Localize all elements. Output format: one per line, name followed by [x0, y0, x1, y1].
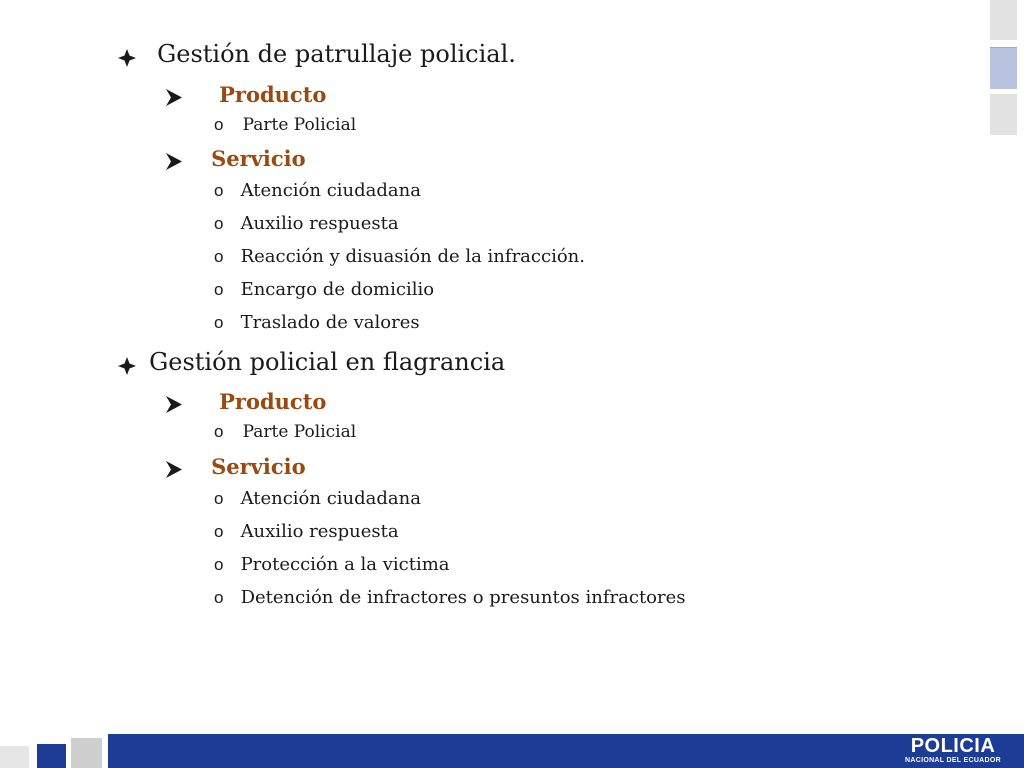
- circle-bullet: o: [214, 115, 224, 134]
- circle-bullet: o: [214, 489, 224, 508]
- arrow-bullet-icon: [166, 153, 182, 170]
- list-item-text: Traslado de valores: [240, 312, 420, 333]
- list-item: [214, 556, 450, 574]
- list-item: [214, 314, 420, 332]
- arrow-bullet-icon: [166, 461, 182, 478]
- list-item: [214, 281, 434, 299]
- decor-square-bottom: [990, 94, 1017, 135]
- footer-square-light: [0, 746, 29, 768]
- decor-square-top: [990, 0, 1017, 40]
- group-heading: [166, 148, 306, 170]
- footer-bar: [108, 734, 1024, 768]
- policia-logo: [900, 735, 1006, 765]
- arrow-bullet-icon: [166, 89, 182, 106]
- group-label: Servicio: [211, 146, 306, 171]
- group-heading: [166, 391, 326, 413]
- logo-main-text: POLICIA: [910, 735, 996, 757]
- list-item: [214, 490, 421, 508]
- group-heading: [166, 84, 326, 106]
- circle-bullet: o: [214, 555, 224, 574]
- footer-square-blue: [37, 744, 66, 768]
- list-item-text: Parte Policial: [242, 422, 357, 442]
- list-item: [214, 182, 421, 200]
- group-label: Producto: [219, 389, 327, 414]
- list-item: [214, 423, 356, 441]
- group-label: Producto: [219, 82, 327, 107]
- list-item-text: Parte Policial: [242, 115, 357, 135]
- arrow-bullet-icon: [166, 396, 182, 413]
- list-item-text: Auxilio respuesta: [240, 213, 399, 234]
- section-title: Gestión policial en flagrancia: [149, 348, 506, 376]
- section-title: Gestión de patrullaje policial.: [157, 40, 516, 68]
- circle-bullet: o: [214, 422, 224, 441]
- list-item: [214, 215, 399, 233]
- list-item-text: Atención ciudadana: [240, 488, 421, 509]
- circle-bullet: o: [214, 280, 224, 299]
- circle-bullet: o: [214, 588, 224, 607]
- group-heading: [166, 456, 306, 478]
- circle-bullet: o: [214, 522, 224, 541]
- list-item-text: Encargo de domicilio: [240, 279, 435, 300]
- circle-bullet: o: [214, 313, 224, 332]
- logo-sub-text: NACIONAL DEL ECUADOR: [905, 757, 1001, 764]
- diamond-bullet-icon: [118, 357, 136, 375]
- group-label: Servicio: [211, 454, 306, 479]
- circle-bullet: o: [214, 181, 224, 200]
- list-item: [214, 523, 399, 541]
- list-item-text: Atención ciudadana: [240, 180, 421, 201]
- section-heading: [118, 350, 505, 375]
- list-item: [214, 116, 356, 134]
- circle-bullet: o: [214, 214, 224, 233]
- section-heading: [118, 42, 516, 67]
- list-item: [214, 248, 585, 266]
- list-item-text: Auxilio respuesta: [240, 521, 399, 542]
- list-item-text: Protección a la victima: [240, 554, 450, 575]
- decor-square-middle: [990, 47, 1017, 89]
- list-item-text: Reacción y disuasión de la infracción.: [240, 246, 585, 267]
- list-item-text: Detención de infractores o presuntos infractores: [240, 587, 686, 608]
- circle-bullet: o: [214, 247, 224, 266]
- diamond-bullet-icon: [118, 49, 136, 67]
- list-item: [214, 589, 686, 607]
- footer-square-gray: [71, 738, 102, 768]
